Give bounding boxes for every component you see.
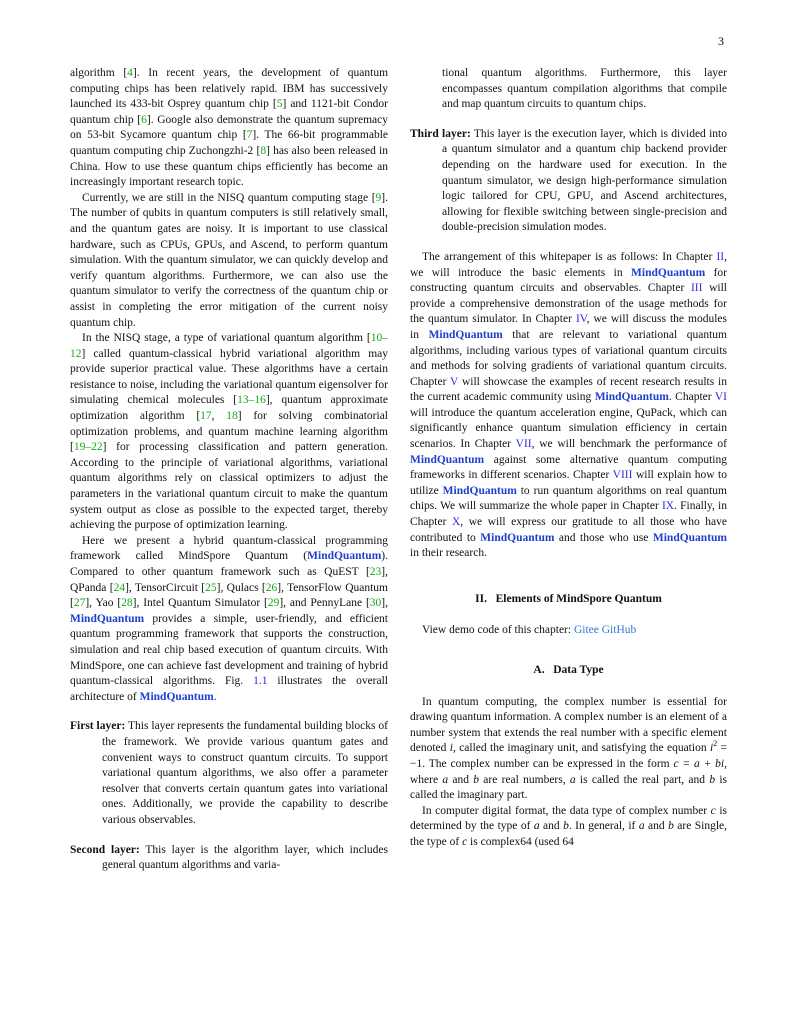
citation-link[interactable]: 23 [369,566,382,578]
chapter-link[interactable]: X [451,516,461,529]
page-number: 3 [718,34,724,48]
first-layer-label: First layer: [70,720,126,733]
second-layer-description: Second layer: This layer is the algorithm layer, which includes general quantum algorithms and varia- [70,843,388,872]
right-column [410,66,727,851]
citation-link[interactable]: 24 [113,581,126,594]
figure-link[interactable]: 1.1 [253,675,268,688]
citation-link[interactable]: 17 [200,410,212,423]
mindquantum-link[interactable]: MindQuantum [480,531,555,544]
chapter-link[interactable]: II [716,250,725,263]
citation-link[interactable]: 26 [265,581,278,594]
citation-link[interactable]: 25 [205,581,217,594]
gitee-github-link[interactable]: Gitee GitHub [573,624,637,637]
mindquantum-link[interactable]: MindQuantum [631,266,706,279]
citation-link[interactable]: 19–22 [73,441,103,454]
section-heading: II. Elements of MindSpore Quantum [475,592,662,605]
chapter-link[interactable]: V [450,375,459,388]
subsection-heading: A. Data Type [533,664,604,676]
paragraph-variational: In the NISQ stage, a type of variational quantum algorithm [10–12] called quantum-classical hybrid variational algorithm may provide superior practical value. These algorithms have a certain resistance to noise, including the variational quantum eigensolver for simulating chemical molecules [13–16], quantum approximate optimization algorithm [17, 18] for solving combinatorial optimization problems, and quantum machine learning algorithm [19–22] for processing classification and pattern generation. According to the principle of variational algorithms, variational quantum algorithms rely on classical optimizers to adjust the parameters in the variational quantum circuit to make the quantum system output as close as possible to the expected target, thereby achieving the purpose of optimization learning. [70,332,388,532]
mindquantum-link[interactable]: MindQuantum [139,690,214,703]
paragraph-nisq: Currently, we are still in the NISQ quantum computing stage [9]. The number of qubits in quantum computers is still relatively small, and the quantum gates are noisy. It is important to use classical hardware, such as CPUs, GPUs, and Ascend, to perform quantum simulation. With the quantum simulator, we can quickly develop and verify quantum algorithms. Furthermore, we can also use the quantum simulator to verify the correctness of the quantum chip or assist in completing the error mitigation of the current noisy quantum chip. [70,191,388,329]
citation-link[interactable]: 27 [73,597,86,610]
mindquantum-link[interactable]: MindQuantum [594,391,669,404]
third-layer-description: Third layer: This layer is the execution layer, which is divided into a quantum simulator and a quantum chip backend provider depending on the hardware used for execution. In the quantum simulator, we design high-performance simulation logic tailored for CPU, GPU, and Ascend architectures, allowing for flexible switching between single-precision and double-precision simulation modes. [410,127,727,234]
paragraph-digital-format: In computer digital format, the data type of complex number c is determined by the type of a and b. In general, if a and b are Single, the type of c is complex64 (used 64 [410,804,728,848]
mindquantum-link[interactable]: MindQuantum [652,531,728,544]
citation-link[interactable]: 18 [226,410,238,423]
chapter-link[interactable]: VIII [612,469,633,482]
citation-link[interactable]: 4 [127,67,133,79]
citation-link[interactable]: 13–16 [237,394,266,407]
citation-link[interactable]: 9 [375,191,382,204]
chapter-link[interactable]: IX [661,500,675,513]
left-column [70,66,388,874]
mindquantum-link[interactable]: MindQuantum [70,612,145,625]
mindquantum-link[interactable]: MindQuantum [428,328,503,341]
paragraph-arrangement: The arrangement of this whitepaper is as follows: In Chapter II, we will introduce the basic elements in MindQuantum for constructing quantum circuits and observables. Chapter III will provide a comprehensive demonstration of the usage methods for the quantum simulator. In Chapter IV, we will discuss the modules in MindQuantum that are relevant to variational quantum algorithms, including various types of variational quantum circuits and methods for solving gradients of variational quantum circuits. Chapter V will showcase the examples of recent research results in the current academic community using MindQuantum. Chapter VI will introduce the quantum acceleration engine, QuPack, which can significantly enhance quantum simulation efficiency in certain scenarios. In Chapter VII, we will benchmark the performance of MindQuantum against some alternative quantum computing frameworks in different scenarios. Chapter VIII will explain how to utilize MindQuantum to run quantum algorithms on real quantum chips. We will summarize the whole paper in Chapter IX. Finally, in Chapter X, we will express our gratitude to all those who have contributed to MindQuantum and those who use MindQuantum in their research. [410,250,728,560]
citation-link[interactable]: 6 [141,113,147,126]
chapter-link[interactable]: VII [515,438,532,451]
chapter-link[interactable]: IV [575,313,587,326]
citation-link[interactable]: 10–12 [70,332,388,360]
chapter-link[interactable]: III [690,282,703,295]
citation-link[interactable]: 8 [260,144,267,157]
mindquantum-link[interactable]: MindQuantum [307,550,382,563]
citation-link[interactable]: 29 [267,597,280,610]
first-layer-description: First layer: This layer represents the fundamental building blocks of the framework. We provide various quantum gates and convenient ways to construct quantum circuits. To support variational quantum algorithms, we also offer a parameter resolver that converts certain quantum gates into variational ones. Additionally, we provide the capability to describe various observables. [70,720,388,826]
chapter-link[interactable]: VI [714,391,727,404]
paragraph-quantum-chips: algorithm [4]. In recent years, the development of quantum computing chips has been relatively rapid. IBM has successively launched its 433-bit Osprey quantum chip [5] and 1121-bit Condor quantum chip [6]. Google also demonstrate the quantum supremacy on 53-bit Sycamore quantum chip [7]. The 66-bit programmable quantum computing chip Zuchongzhi-2 [8] has also been released in China. How to use these quantum chips efficiently has become an increasingly important research topic. [70,67,389,189]
citation-link[interactable]: 7 [246,129,253,142]
mindquantum-link[interactable]: MindQuantum [442,484,517,497]
citation-link[interactable]: 28 [121,597,133,610]
citation-link[interactable]: 5 [276,98,283,111]
paragraph-complex-number: In quantum computing, the complex number is essential for drawing quantum information. A complex number is an element of a number system that extends the real number with a specific element denoted i, called the imaginary unit, and satisfying the equation $i^2 = -1$. The complex number can be expressed in the form c = a + bi, where a and b are real numbers, a is called the real part, and b is called the imaginary part. [410,695,728,802]
demo-code-line: View demo code of this chapter: Gitee GitHub [422,624,637,637]
citation-link[interactable]: 30 [369,597,382,610]
second-layer-label: Second layer: [70,843,140,856]
second-layer-continued: tional quantum algorithms. Furthermore, this layer encompasses quantum compilation algorithms that compile and map quantum circuits to quantum chips. [442,67,727,111]
third-layer-label: Third layer: [410,127,471,140]
mindquantum-link[interactable]: MindQuantum [410,453,485,466]
paragraph-mindquantum-intro: Here we present a hybrid quantum-classical programming framework called MindSpore Quantum (MindQuantum). Compared to other quantum framework such as QuEST [23], QPanda [24], TensorCircuit [25], Qulacs [26], TensorFlow Quantum [27], Yao [28], Intel Quantum Simulator [29], and PennyLane [30], MindQuantum provides a simple, user-friendly, and efficient quantum programming framework that supports the construction, simulation and real chip based execution of quantum circuits. With MindSpore, one can achieve fast development and training of hybrid quantum-classical algorithms. Fig. 1.1 illustrates the overall architecture of MindQuantum. [70,534,388,703]
